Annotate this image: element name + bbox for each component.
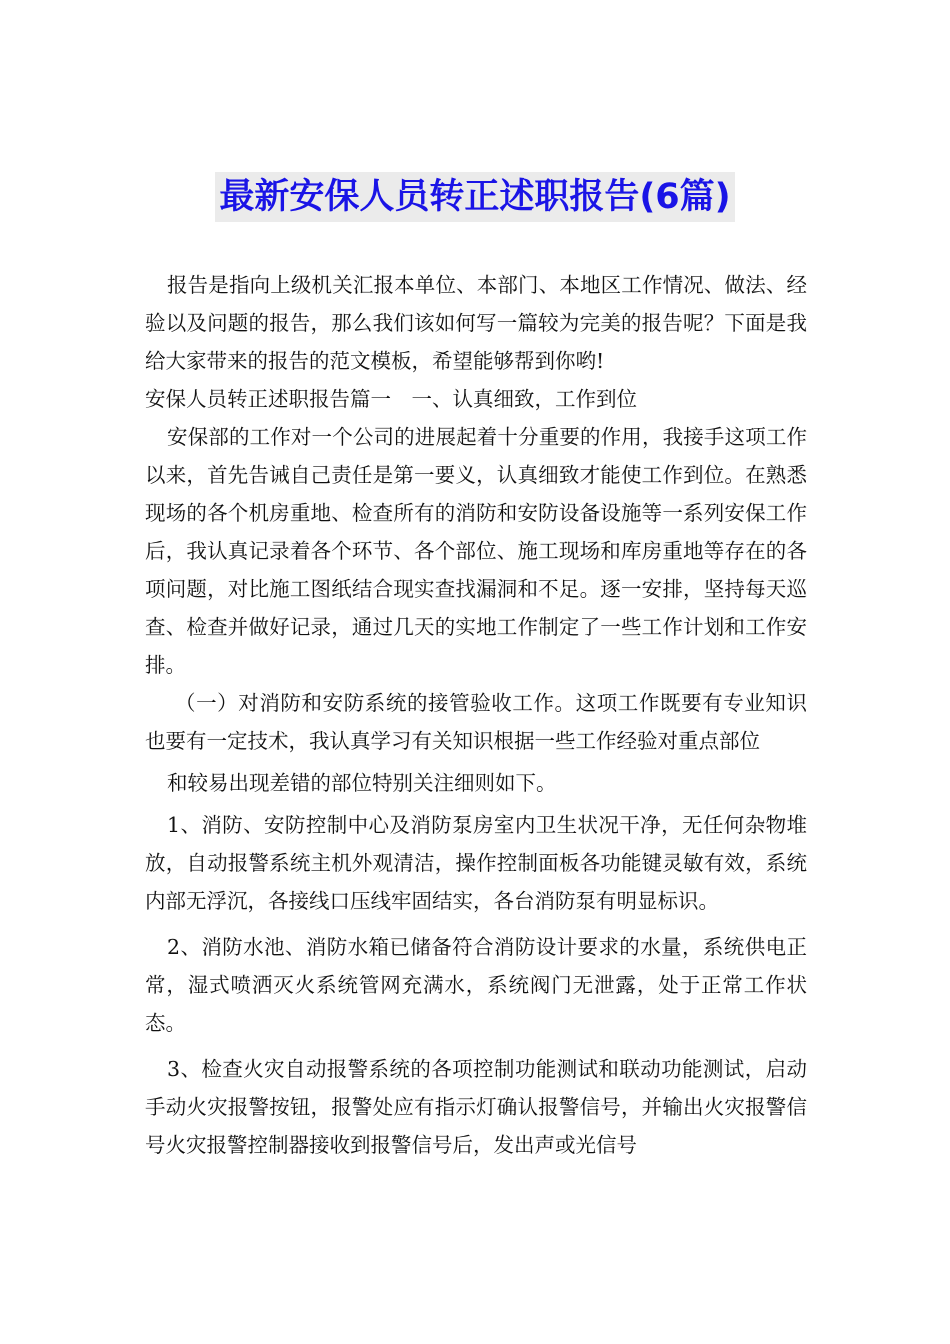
- document-body: [145, 266, 807, 1164]
- document-title: 最新安保人员转正述职报告(6篇): [215, 172, 734, 222]
- body-paragraph-2: （一）对消防和安防系统的接管验收工作。这项工作既要有专业知识也要有一定技术，我认真学习有关知识根据一些工作经验对重点部位: [145, 691, 807, 753]
- intro-paragraph: 报告是指向上级机关汇报本单位、本部门、本地区工作情况、做法、经验以及问题的报告，那么我们该如何写一篇较为完美的报告呢？下面是我给大家带来的报告的范文模板，希望能够帮到你哟!: [145, 273, 807, 373]
- list-item-1: 1、消防、安防控制中心及消防泵房室内卫生状况干净，无任何杂物堆放，自动报警系统主机外观清洁，操作控制面板各功能键灵敏有效，系统内部无浮沉，各接线口压线牢固结实，各台消防泵有明显标识。: [145, 813, 807, 913]
- body-paragraph-3: 和较易出现差错的部位特别关注细则如下。: [167, 771, 557, 795]
- body-paragraph-1: 安保部的工作对一个公司的进展起着十分重要的作用，我接手这项工作以来，首先告诫自己责任是第一要义，认真细致才能使工作到位。在熟悉现场的各个机房重地、检查所有的消防和安防设备设施等一系列安保工作后，我认真记录着各个环节、各个部位、施工现场和库房重地等存在的各项问题，对比施工图纸结合现实查找漏洞和不足。逐一安排，坚持每天巡查、检查并做好记录，通过几天的实地工作制定了一些工作计划和工作安排。: [145, 425, 807, 677]
- section-heading: 安保人员转正述职报告篇一 一、认真细致，工作到位: [145, 387, 637, 411]
- list-item-2: 2、消防水池、消防水箱已储备符合消防设计要求的水量，系统供电正常，湿式喷洒灭火系统管网充满水，系统阀门无泄露，处于正常工作状态。: [145, 935, 807, 1035]
- list-item-3: 3、检查火灾自动报警系统的各项控制功能测试和联动功能测试，启动手动火灾报警按钮，报警处应有指示灯确认报警信号，并输出火灾报警信号火灾报警控制器接收到报警信号后，发出声或光信号: [145, 1057, 807, 1157]
- title-container: [0, 172, 950, 222]
